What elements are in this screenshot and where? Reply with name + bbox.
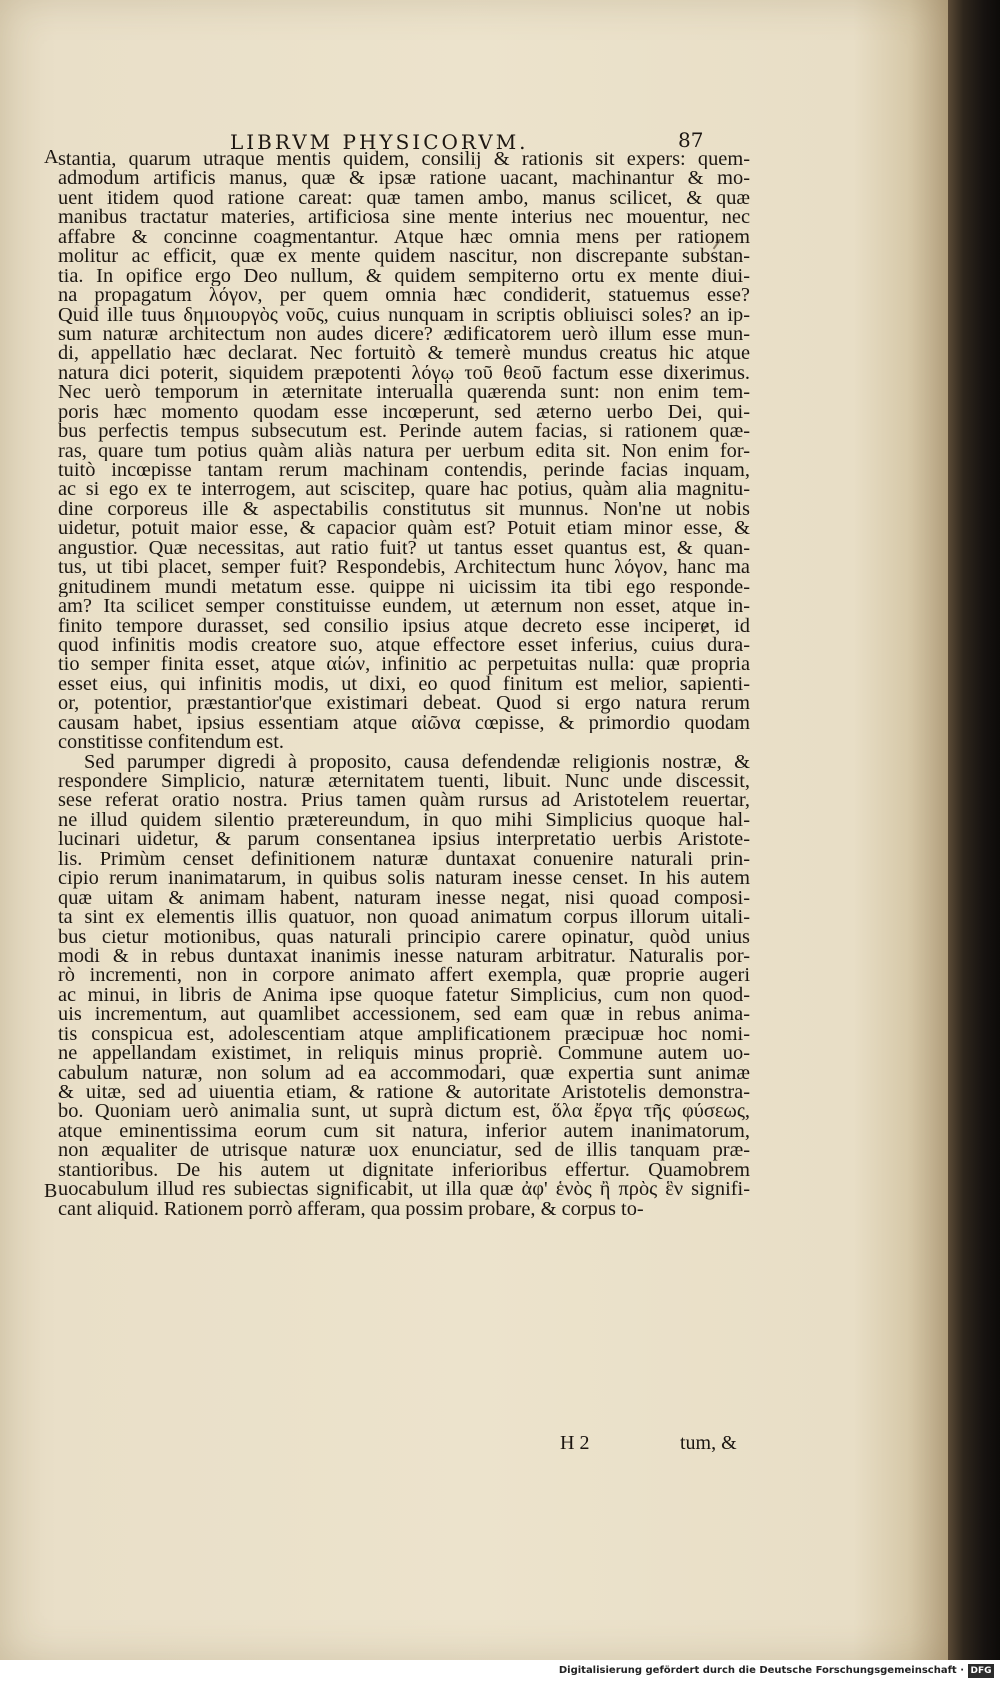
text-line: esset eius, qui infinitis modis, ut dixi, eo quod finitum est melior, sapienti- — [58, 674, 750, 695]
text-line: finito tempore durasset, sed consilio ipsius atque decreto esse inciperet, id — [58, 616, 750, 636]
text-line: tia. In opifice ergo Deo nullum, & quidem sempiterno ortu ex mente diui- — [58, 266, 750, 287]
text-line: sum naturæ architectum non audes dicere? ædificatorem uerò illum esse mun- — [58, 324, 750, 345]
text-line: natura dici poterit, siquidem præpotenti λόγῳ τοῦ θεοῦ factum esse dixerimus. — [58, 363, 750, 384]
page-number: 87 — [678, 128, 704, 152]
text-line: na propagatum λόγον, per quem omnia hæc condiderit, statuemus esse? — [58, 286, 750, 306]
text-line: non æqualiter de utrisque naturæ uox enunciatur, sed de illis tanquam præ- — [58, 1141, 750, 1161]
text-line: di, appellatio hæc declarat. Nec fortuitò & temerè mundus creatus hic atque — [58, 344, 750, 364]
text-line: stantioribus. De his autem ut dignitate inferioribus effertur. Quamobrem — [58, 1160, 750, 1181]
text-line: stantia, quarum utraque mentis quidem, consilij & rationis sit expers: quem- — [58, 150, 750, 170]
text-line: rò incrementi, non in corpore animato affert exempla, quæ proprie augeri — [58, 966, 750, 986]
text-line: poris hæc momento quodam esse incœperunt, sed æterno uerbo Dei, qui- — [58, 402, 750, 423]
text-line: affabre & concinne coagmentantur. Atque hæc omnia mens per rationem — [58, 227, 750, 248]
text-line: uocabulum illud res subiectas significabit, ut illa quæ ἀφ' ἑνὸς ἢ πρὸς ἓν signifi- — [58, 1180, 750, 1200]
text-line: uis incrementum, aut quamlibet accessionem, sed eam quæ in rebus anima- — [58, 1005, 750, 1025]
text-line: tis conspicua est, adolescentiam atque amplificationem præcipuæ hoc nomi- — [58, 1024, 750, 1045]
text-line: ac minui, in libris de Anima ipse quoque fatetur Simplicius, cum non quod- — [58, 985, 750, 1006]
dfg-logo: DFG — [968, 1664, 994, 1678]
text-line: gnitudinem mundi metatum esse. quippe ni uicissim ita tibi ego responde- — [58, 577, 750, 598]
text-line: ras, quare tum potius quàm aliàs natura per uerbum edita sit. Non enim for- — [58, 441, 750, 461]
text-line: tus, ut tibi placet, semper fuit? Respondebis, Architectum hunc λόγον, hanc ma — [58, 558, 750, 578]
text-line: cabulum naturæ, non solum ad ea accommodari, quæ expertia sunt animæ — [58, 1063, 750, 1083]
text-line: modi & in rebus duntaxat inanimis inesse naturam arbitratur. Naturalis por- — [58, 946, 750, 967]
margin-letter-b: B — [44, 1180, 58, 1202]
text-line: cipio rerum inanimatarum, in quibus solis naturam inesse censet. In his autem — [58, 869, 750, 889]
text-line: bus perfectis tempus subsecutum est. Perinde autem facias, si rationem quæ- — [58, 422, 750, 442]
text-line: Nec uerò temporum in æternitate interualla quærenda sunt: non enim tem- — [58, 383, 750, 403]
text-line: dine corporeus ille & aspectabilis constitutus sit munnus. Non'ne ut nobis — [58, 499, 750, 520]
text-line: respondere Simplicio, naturæ æternitatem tuenti, libuit. Nunc unde discessit, — [58, 772, 750, 792]
text-line: constitisse confitendum est. — [58, 733, 284, 753]
text-line: manibus tractatur materies, artificiosa sine mente interius nec mouentur, nec — [58, 208, 750, 228]
text-line: lis. Primùm censet definitionem naturæ duntaxat conuenire naturali prin- — [58, 849, 750, 870]
text-line: uidetur, potuit maior esse, & capacior quàm est? Potuit etiam minor esse, & — [58, 519, 750, 539]
text-line: quæ uitam & animam habent, naturam inesse negat, nisi quoad composi- — [58, 888, 750, 909]
text-line: molitur ac efficit, quæ ex mente quidem nascitur, non discrepante substan- — [58, 247, 750, 267]
text-line: bo. Quoniam uerò animalia sunt, ut suprà dictum est, ὅλα ἔργα τῆς φύσεως, — [58, 1102, 750, 1122]
text-line: uent itidem quod ratione careat: quæ tamen ambo, manus scilicet, & quæ — [58, 188, 750, 209]
footer-credit: Digitalisierung gefördert durch die Deutsche Forschungsgemeinschaft · — [558, 1665, 964, 1676]
text-line: atque eminentissima eorum cum sit natura, inferior autem inanimatorum, — [58, 1121, 750, 1142]
text-line: angustior. Quæ necessitas, aut ratio fuit? ut tantus esset quantus est, & quan- — [58, 538, 750, 559]
text-line: ne appellandam existimet, in reliquis minus propriè. Commune autem uo- — [58, 1044, 750, 1064]
text-line: or, potentior, præstantior'que existimari debeat. Quod si ergo natura rerum — [58, 694, 750, 714]
text-line: bus cietur motionibus, quas naturali principio carere opinatur, quòd unius — [58, 927, 750, 947]
text-line: sese referat oratio nostra. Prius tamen quàm rursus ad Aristotelem reuertar, — [58, 791, 750, 811]
text-line: lucinari uidetur, & parum consentanea ipsius interpretatio uerbis Aristote- — [58, 830, 750, 850]
signature-mark: H 2 — [560, 1432, 590, 1454]
book-edge — [948, 0, 1000, 1660]
text-line: quod infinitis modis creatore suo, atque effectore esset inferius, cuius dura- — [58, 635, 750, 656]
text-line: cant aliquid. Rationem porrò afferam, qua possim probare, & corpus to- — [58, 1199, 644, 1220]
text-line: & uitæ, sed ad uiuentia etiam, & ratione & autoritate Aristotelis demonstra- — [58, 1083, 750, 1103]
body-text — [58, 150, 750, 1219]
text-line: causam habet, ipsius essentiam atque αἰῶνα cœpisse, & primordio quodam — [58, 713, 750, 734]
text-line: tuitò incœpisse tantam rerum machinam contendis, perinde facias inquam, — [58, 461, 750, 481]
text-line: am? Ita scilicet semper constituisse eundem, ut æternum non esset, atque in- — [58, 597, 750, 617]
catchword: tum, & — [680, 1432, 737, 1454]
running-header: LIBRVM PHYSICORVM. — [230, 130, 529, 154]
text-line: admodum artificis manus, quæ & ipsæ ratione uacant, machinantur & mo- — [58, 169, 750, 189]
text-line: Sed parumper digredi à proposito, causa defendendæ religionis nostræ, & — [84, 752, 750, 772]
text-line: Quid ille tuus δημιουργὸς νοῦς, cuius nunquam in scriptis obliuisci soles? an ip- — [58, 305, 750, 325]
text-line: ne illud quidem silentio prætereundum, in quo mihi Simplicius quoque hal- — [58, 810, 750, 831]
text-line: ta sint ex elementis illis quatuor, non quoad animatum corpus illorum uitali- — [58, 908, 750, 928]
text-line: ac si ego ex te interrogem, aut sciscitер, quare hac potius, quàm alia magnitu- — [58, 480, 750, 500]
text-line: tio semper finita esset, atque αἰών, infinitio ac perpetuitas nulla: quæ propria — [58, 655, 750, 675]
margin-letter-a: A — [44, 146, 59, 168]
